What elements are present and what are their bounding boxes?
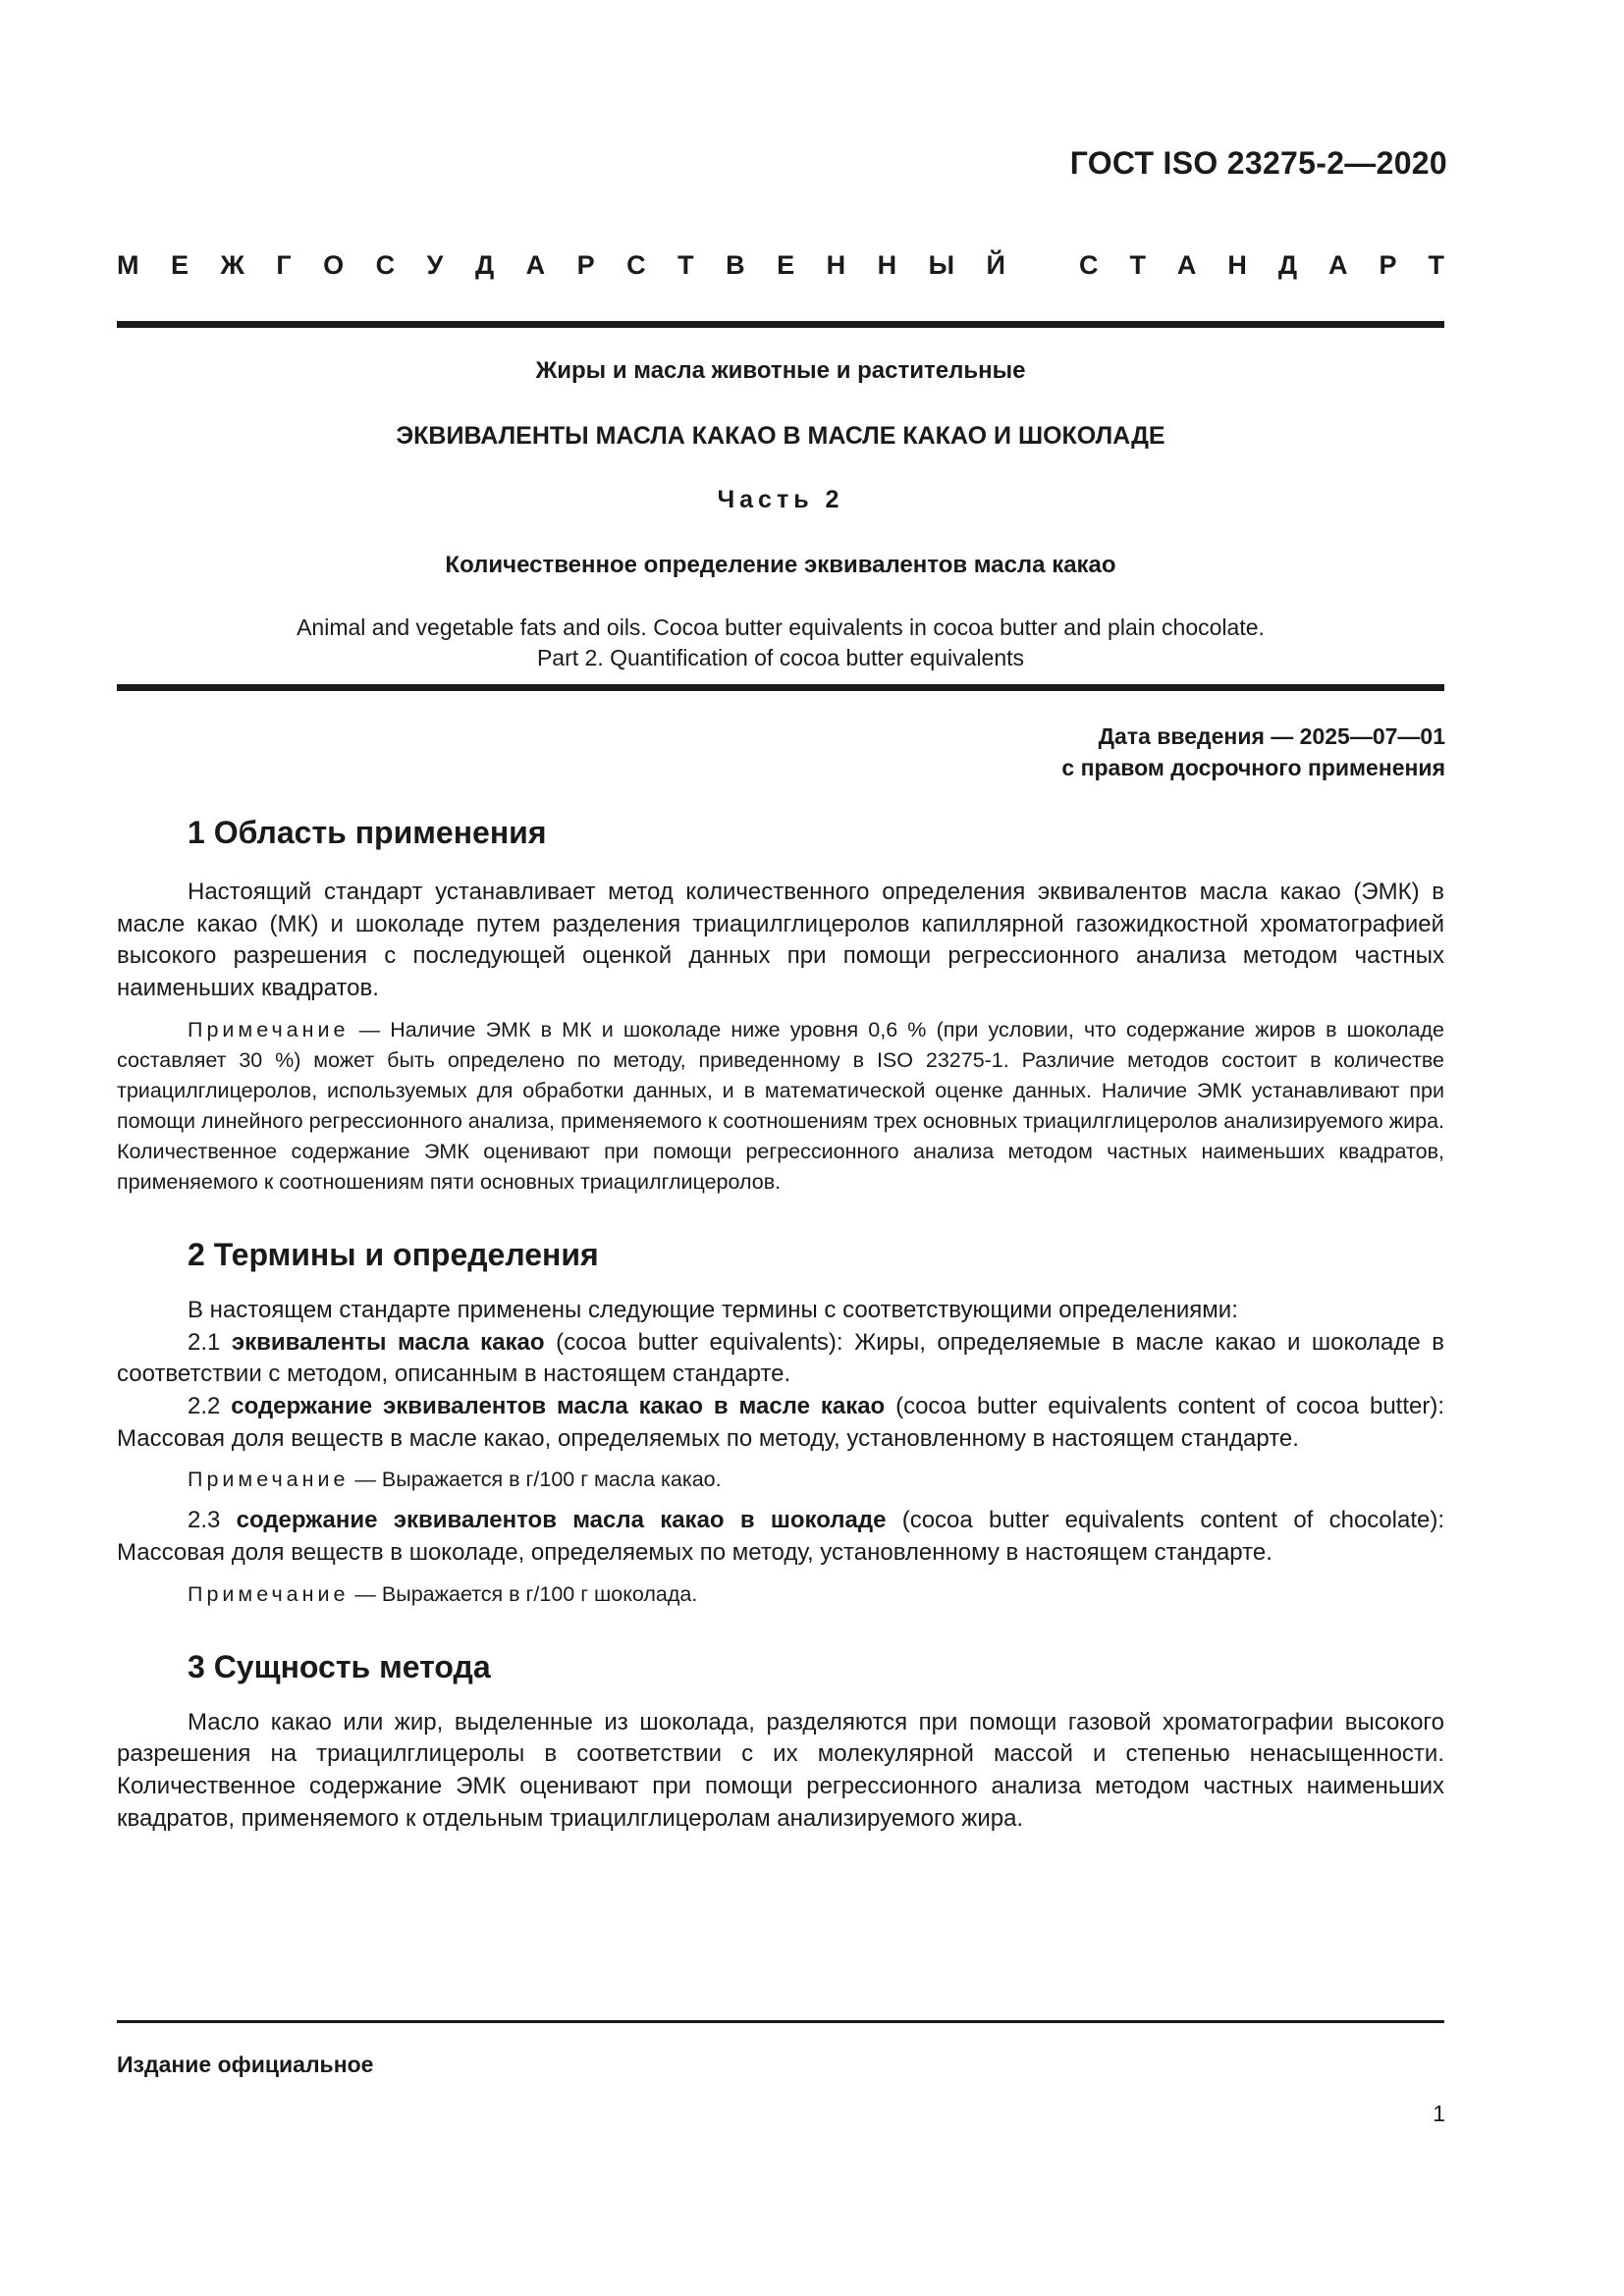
interstate-standard-banner: [117, 250, 1444, 281]
section-2-intro: В настоящем стандарте применены следующие термины с соответствующими определениями:: [188, 1296, 1238, 1323]
section-1-note: [117, 1015, 1444, 1198]
title-subtitle: Количественное определение эквивалентов масла какао: [445, 552, 1116, 578]
introduction-date-block: [1061, 721, 1445, 783]
term-2-2: 2.2 содержание эквивалентов масла какао в масле какао (cocoa butter equivalents content of cocoa butter): Массовая доля веществ в масле какао, определяемых по методу, установленному в настоящем стандарте.: [117, 1392, 1444, 1452]
banner-word-standard: С Т А Н Д А Р Т: [1079, 250, 1444, 280]
section-3-heading: 3 Сущность метода: [188, 1648, 491, 1684]
term-2-3: 2.3 содержание эквивалентов масла какао в шоколаде (cocoa butter equivalents content of chocolate): Массовая доля веществ в шоколаде, определяемых по методу, установленному в настоящем стандарте.: [117, 1507, 1444, 1567]
document-body: [117, 815, 1444, 1836]
title-english-line1: Animal and vegetable fats and oils. Cocoa butter equivalents in cocoa butter and plain chocolate.: [297, 614, 1265, 640]
title-group: Жиры и масла животные и растительные: [535, 357, 1026, 384]
note-text: — Наличие ЭМК в МК и шоколаде ниже уровня 0,6 % (при условии, что содержание жиров в шоколаде составляет 30 %) может быть определено по методу, приведенному в ISO 23275-1. Различие методов состоит в количестве триацилглицеролов, используемых для обработки данных, и в математической оценке данных. Наличие ЭМК устанавливают при помощи линейного регрессионного анализа, применяемого к соотношениям трех основных триацилглицеролов анализируемого жира. Количественное содержание ЭМК оценивают при помощи регрессионного анализа методом частных наименьших квадратов, применяемого к соотношениям пяти основных триацилглицеролов.: [117, 1017, 1444, 1194]
header-divider: [117, 321, 1444, 328]
title-main: ЭКВИВАЛЕНТЫ МАСЛА КАКАО В МАСЛЕ КАКАО И ШОКОЛАДЕ: [396, 422, 1165, 450]
section-1-paragraph: Настоящий стандарт устанавливает метод количественного определения эквивалентов масла какао (ЭМК) в масле какао (МК) и шоколаде путем разделения триацилглицеролов капиллярной газожидкостной хроматографией высокого разрешения с последующей оценкой данных при помощи регрессионного анализа методом частных наименьших квадратов.: [117, 879, 1444, 1002]
term-2-2-name: содержание эквивалентов масла какао в масле какао: [231, 1392, 886, 1419]
page-number: 1: [1433, 2101, 1445, 2126]
document-number: ГОСТ ISO 23275-2—2020: [1069, 145, 1447, 181]
term-2-2-note: Примечание — Выражается в г/100 г масла какао.: [188, 1468, 722, 1492]
official-edition-label: Издание официальное: [117, 2052, 374, 2077]
section-1-heading: 1 Область применения: [188, 815, 547, 850]
title-english-line2: Part 2. Quantification of cocoa butter equivalents: [536, 645, 1025, 670]
introduction-date: Дата введения — 2025—07—01: [1098, 723, 1445, 749]
title-part: Часть 2: [717, 486, 844, 513]
section-2-heading: 2 Термины и определения: [188, 1236, 599, 1272]
term-2-1-name: эквиваленты масла какао: [231, 1328, 545, 1356]
term-2-3-name: содержание эквивалентов масла какао в шоколаде: [236, 1507, 887, 1534]
title-english: [117, 613, 1444, 673]
banner-word-interstate: М Е Ж Г О С У Д А Р С Т В Е Н Н Ы Й: [117, 250, 1005, 280]
title-divider: [117, 684, 1444, 691]
term-2-3-note: Примечание — Выражается в г/100 г шоколада.: [188, 1581, 698, 1606]
early-application-note: с правом досрочного применения: [1061, 755, 1445, 780]
section-3-paragraph: Масло какао или жир, выделенные из шоколада, разделяются при помощи газовой хроматографии высокого разрешения на триацилглицеролы в соответствии с их молекулярной массой и степенью ненасыщенности. Количественное содержание ЭМК оценивают при помощи регрессионного анализа методом частных наименьших квадратов, применяемого к отдельным триацилглицеролам анализируемого жира.: [117, 1708, 1444, 1832]
footer-divider: [117, 2020, 1444, 2023]
term-2-1: 2.1 эквиваленты масла какао (cocoa butter equivalents): Жиры, определяемые в масле какао и шоколаде в соответствии с методом, описанным в настоящем стандарте.: [117, 1328, 1445, 1388]
note-label: Примечание: [188, 1017, 350, 1041]
